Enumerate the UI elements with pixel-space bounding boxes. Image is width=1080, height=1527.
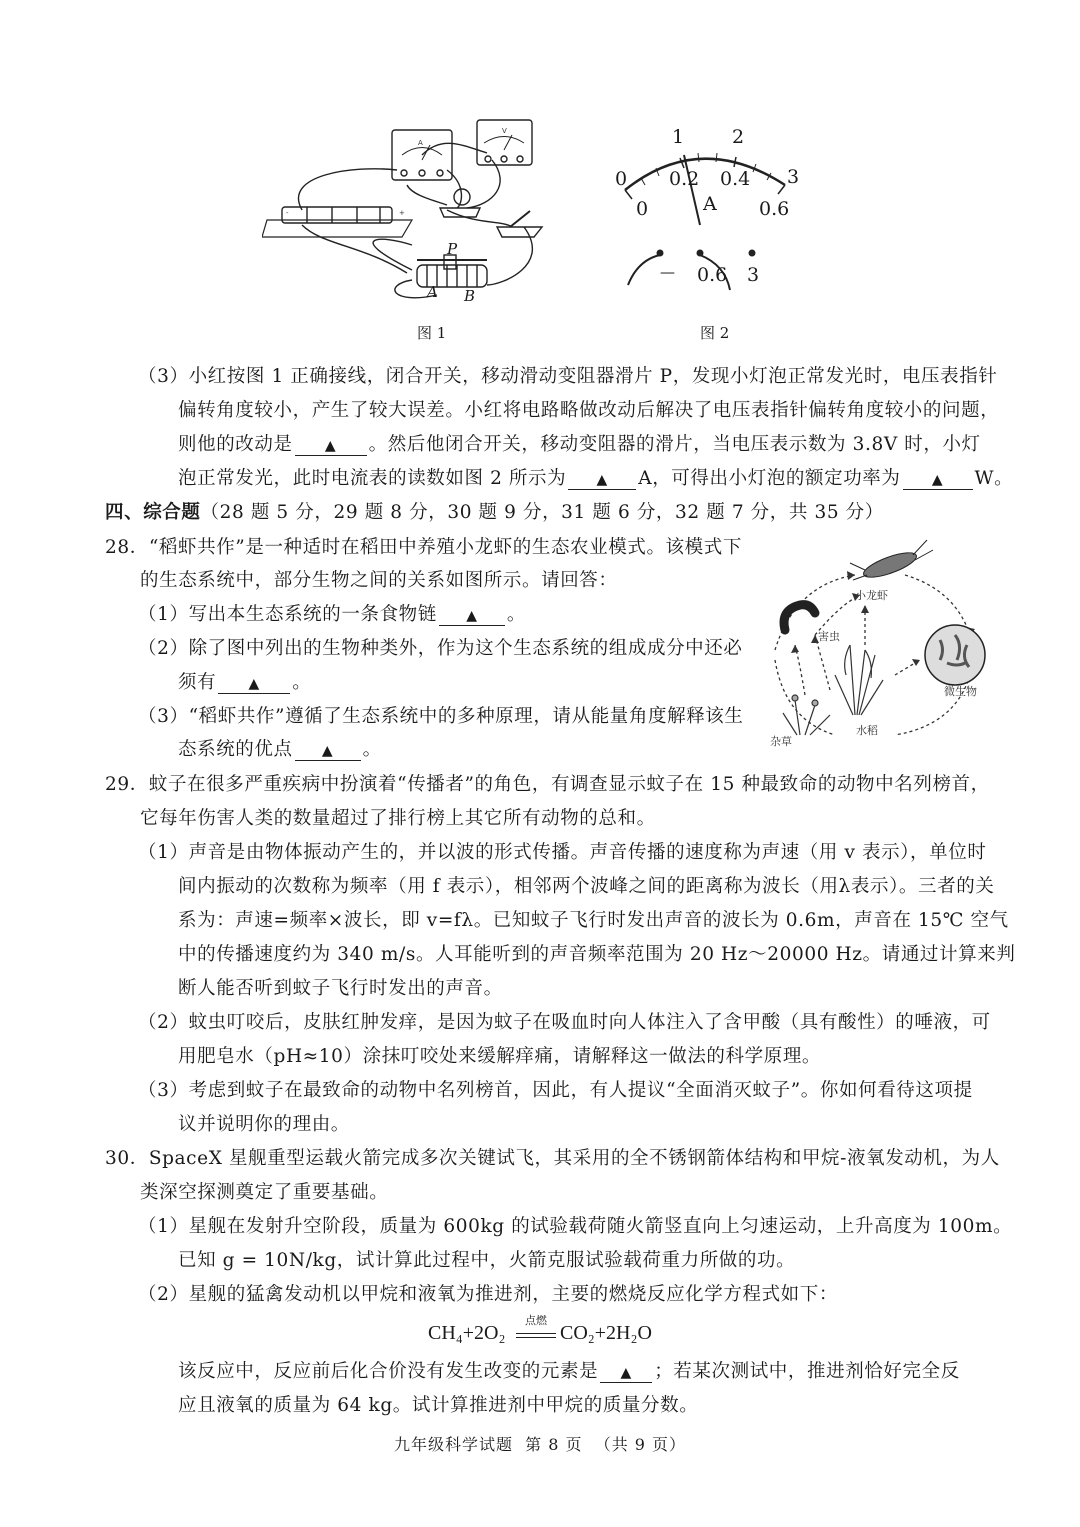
dial-unit-label: A	[703, 193, 717, 215]
q29-part3-line2: 议并说明你的理由。	[178, 1114, 350, 1135]
q27-3-line4-text-a: 泡正常发光，此时电流表的读数如图 2 所示为	[178, 468, 567, 489]
section-4-title: 四、综合题	[105, 502, 201, 523]
q29-part1-line4: 中的传播速度约为 340 m/s。人耳能听到的声音频率范围为 20 Hz～20000 Hz。请通过计算来判	[178, 944, 1016, 965]
q29-line1: 29．蚊子在很多严重疾病中扮演着“传播者”的角色，有调查显示蚊子在 15 种最致命的动物中名列榜首，	[105, 774, 990, 795]
q28-part3-line2	[178, 737, 382, 763]
dial-minor-0-6: 0.6	[759, 198, 790, 220]
q28-part3-end: 。	[362, 739, 382, 760]
svg-text:+: +	[399, 209, 405, 217]
q27-3-line3	[178, 432, 981, 458]
q27-3-line1: （3）小红按图 1 正确接线，闭合开关，移动滑动变阻器滑片 P，发现小灯泡正常发光时，电压表指针	[138, 366, 998, 387]
rheostat-slider-label: P	[447, 240, 458, 258]
equation-arrow-line	[516, 1333, 556, 1338]
q28-part3-text: 态系统的优点	[178, 739, 293, 760]
answer-blank[interactable]: ▲	[600, 1362, 652, 1383]
answer-blank[interactable]: ▲	[568, 469, 636, 490]
microbe-label: 微生物	[944, 685, 977, 698]
q28-part3-line1: （3）“稻虾共作”遵循了生态系统中的多种原理，请从能量角度解释该生	[138, 706, 744, 727]
q29-part1-line2: 间内振动的次数称为频率（用 f 表示），相邻两个波峰之间的距离称为波长（用λ表示）。三者的关	[178, 876, 995, 897]
equation-reactants: CH₄+2O₂	[428, 1322, 506, 1344]
equation-condition: 点燃	[525, 1314, 547, 1327]
crayfish-label: 小龙虾	[855, 589, 888, 602]
q27-3-line4-text-c: W。	[974, 468, 1014, 489]
q28-part2-line1: （2）除了图中列出的生物种类外，作为这个生态系统的组成成分中还必	[138, 638, 743, 659]
q28-part2-end: 。	[292, 672, 312, 693]
q30-part1-line2: 已知 g = 10N/kg，试计算此过程中，火箭克服试验载荷重力所做的功。	[178, 1250, 796, 1271]
rheostat-end-a-label: A	[427, 283, 438, 301]
rheostat-end-b-label: B	[464, 287, 476, 305]
q29-part1-line5: 断人能否听到蚊子飞行时发出的声音。	[178, 978, 503, 999]
q28-line2: 的生态系统中，部分生物之间的关系如图所示。请回答：	[140, 570, 618, 591]
q29-part2-line2: 用肥皂水（pH≈10）涂抹叮咬处来缓解痒痛，请解释这一做法的科学原理。	[178, 1046, 822, 1067]
equation-products: CO₂+2H₂O	[560, 1322, 652, 1344]
q29-line2: 它每年伤害人类的数量超过了排行榜上其它所有动物的总和。	[140, 808, 656, 829]
section-4-note: （28 题 5 分，29 题 8 分，30 题 9 分，31 题 6 分，32 题 7 分，共 35 分）	[200, 502, 884, 523]
dial-minor-0-2: 0.2	[669, 168, 700, 190]
svg-text:V: V	[502, 127, 507, 135]
figure-1-circuit	[262, 115, 562, 315]
q27-3-line3-text-a: 则他的改动是	[178, 434, 293, 455]
dial-major-1: 1	[672, 126, 685, 148]
q30-part2-line2	[178, 1359, 960, 1385]
dial-minor-0: 0	[636, 198, 649, 220]
terminal-negative-label: —	[660, 263, 675, 281]
q29-part3-line1: （3）考虑到蚊子在最致命的动物中名列榜首，因此，有人提议“全面消灭蚊子”。你如何看待这项提	[138, 1080, 973, 1101]
q30-line2: 类深空探测奠定了重要基础。	[140, 1182, 389, 1203]
q27-3-line4-text-b: A，可得出小灯泡的额定功率为	[638, 468, 901, 489]
q30-part2-line1: （2）星舰的猛禽发动机以甲烷和液氧为推进剂，主要的燃烧反应化学方程式如下：	[138, 1284, 838, 1305]
dial-major-3: 3	[787, 166, 800, 188]
answer-blank[interactable]: ▲	[439, 605, 505, 626]
figure-1-caption: 图 1	[417, 324, 447, 342]
q30-part2-text-b: ；若某次测试中，推进剂恰好完全反	[654, 1361, 960, 1382]
q30-part2-text-a: 该反应中，反应前后化合价没有发生改变的元素是	[178, 1361, 599, 1382]
q28-part2-text: 须有	[178, 672, 217, 693]
terminal-3-label: 3	[747, 264, 760, 286]
figure-2-caption: 图 2	[700, 324, 730, 342]
page-footer: 九年级科学试题 第 8 页 （共 9 页）	[394, 1435, 687, 1454]
answer-blank[interactable]: ▲	[295, 740, 361, 761]
weed-label: 杂草	[770, 735, 792, 748]
q28-line1: 28．“稻虾共作”是一种适时在稻田中养殖小龙虾的生态农业模式。该模式下	[105, 537, 742, 558]
pest-label: 害虫	[818, 630, 840, 643]
q30-line1: 30．SpaceX 星舰重型运载火箭完成多次关键试飞，其采用的全不锈钢箭体结构和甲烷-液氧发动机，为人	[105, 1148, 1000, 1169]
q28-part1	[138, 602, 526, 628]
q30-part1-line1: （1）星舰在发射升空阶段，质量为 600kg 的试验载荷随火箭竖直向上匀速运动，上升高度为 100m。	[138, 1216, 1013, 1237]
dial-major-0: 0	[615, 168, 628, 190]
dial-major-2: 2	[732, 126, 745, 148]
answer-blank[interactable]: ▲	[903, 469, 973, 490]
q27-3-line2: 偏转角度较小，产生了较大误差。小红将电路略做改动后解决了电压表指针偏转角度较小的问题，	[178, 400, 1000, 421]
svg-text:A: A	[418, 139, 423, 147]
answer-blank[interactable]: ▲	[218, 673, 290, 694]
q29-part1-line3: 系为：声速=频率×波长，即 v=fλ。已知蚊子飞行时发出声音的波长为 0.6m，声音在 15℃ 空气	[178, 910, 1009, 931]
dial-minor-0-4: 0.4	[720, 168, 751, 190]
section-4-heading	[105, 500, 884, 526]
q29-part2-line1: （2）蚊虫叮咬后，皮肤红肿发痒，是因为蚊子在吸血时向人体注入了含甲酸（具有酸性）的唾液，可	[138, 1012, 991, 1033]
q28-part1-end: 。	[506, 604, 526, 625]
terminal-0-6-label: 0.6	[697, 264, 728, 286]
q30-part2-line3: 应且液氧的质量为 64 kg。试计算推进剂中甲烷的质量分数。	[178, 1395, 699, 1416]
chemical-equation	[428, 1312, 668, 1352]
q27-3-line4	[178, 466, 1013, 492]
q27-3-line3-text-b: 。然后他闭合开关，移动变阻器的滑片，当电压表示数为 3.8V 时，小灯	[368, 434, 981, 455]
q28-part1-text: （1）写出本生态系统的一条食物链	[138, 604, 437, 625]
rice-label: 水稻	[856, 724, 878, 737]
q28-part2-line2	[178, 670, 311, 696]
svg-text:-: -	[286, 209, 289, 217]
answer-blank[interactable]: ▲	[295, 435, 367, 456]
q29-part1-line1: （1）声音是由物体振动产生的，并以波的形式传播。声音传播的速度称为声速（用 v 表示），单位时	[138, 842, 987, 863]
